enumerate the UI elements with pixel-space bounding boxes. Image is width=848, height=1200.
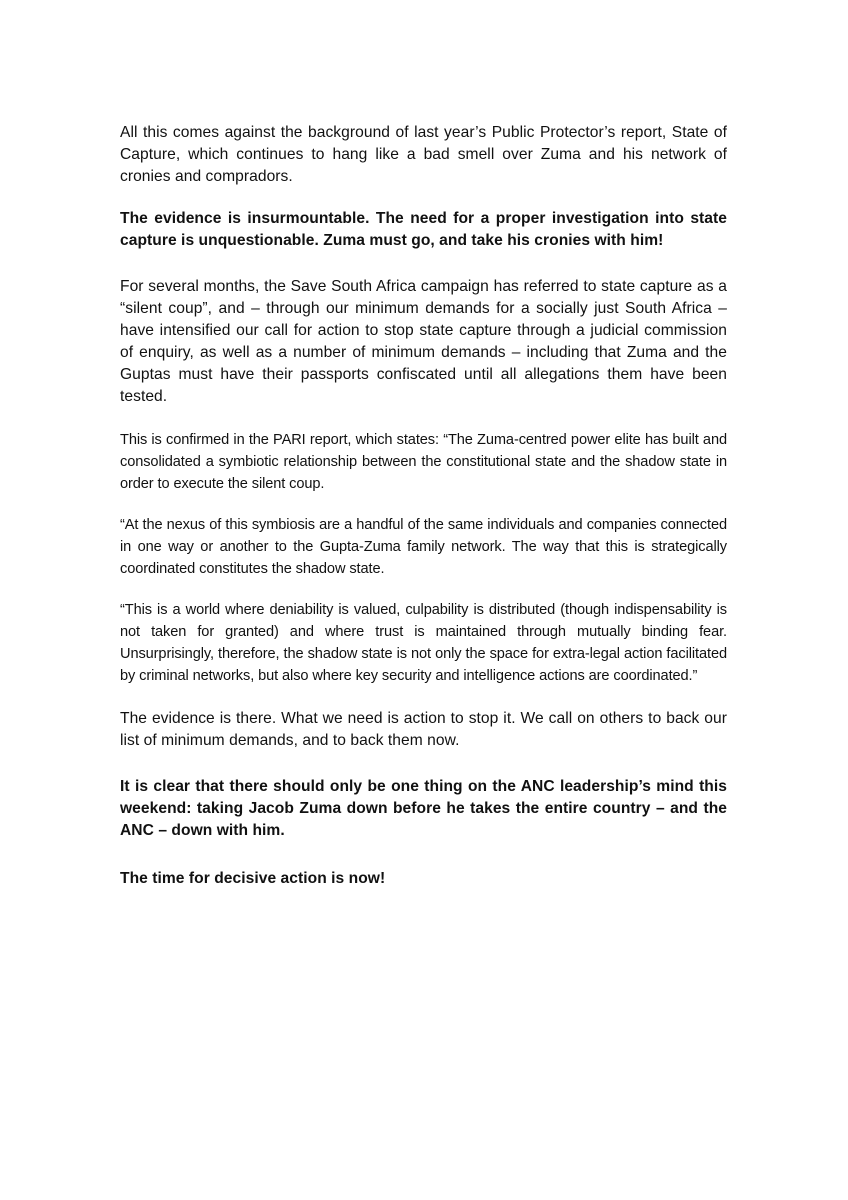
paragraph-state-of-capture: All this comes against the background of last year’s Public Protector’s report, State of Capture, which continues to hang like a bad smell over Zuma and his network of cronies and compradors.	[120, 124, 727, 185]
paragraph-evidence-is-there: The evidence is there. What we need is action to stop it. We call on others to back our list of minimum demands, and to back them now.	[120, 710, 727, 749]
paragraph-silent-coup-campaign: For several months, the Save South Africa campaign has referred to state capture as a “silent coup”, and – through our minimum demands for a socially just South Africa – have intensified our call for action to stop state capture through a judicial commission of enquiry, as well as a number of minimum demands – including that Zuma and the Guptas must have their passports confiscated until all allegations them have been tested.	[120, 278, 727, 405]
paragraph-decisive-action: The time for decisive action is now!	[120, 870, 386, 887]
paragraph-anc-leadership: It is clear that there should only be one thing on the ANC leadership’s mind this weekend: taking Jacob Zuma down before he takes the entire country – and the ANC – down with him.	[120, 778, 727, 839]
document-page	[120, 122, 727, 890]
paragraph-world-deniability: “This is a world where deniability is valued, culpability is distributed (though indispensability is not taken for granted) and where trust is maintained through mutually binding fear. Unsurprisingly, therefore, the shadow state is not only the space for extra-legal action facilitated by criminal networks, but also where key security and intelligence actions are coordinated.”	[120, 602, 727, 684]
paragraph-nexus-symbiosis: “At the nexus of this symbiosis are a handful of the same individuals and companies connected in one way or another to the Gupta-Zuma family network. The way that this is strategically coordinated constitutes the shadow state.	[120, 517, 727, 577]
paragraph-evidence-insurmountable: The evidence is insurmountable. The need for a proper investigation into state capture is unquestionable. Zuma must go, and take his cronies with him!	[120, 210, 727, 249]
paragraph-pari-report: This is confirmed in the PARI report, which states: “The Zuma-centred power elite has built and consolidated a symbiotic relationship between the constitutional state and the shadow state in order to execute the silent coup.	[120, 432, 727, 492]
